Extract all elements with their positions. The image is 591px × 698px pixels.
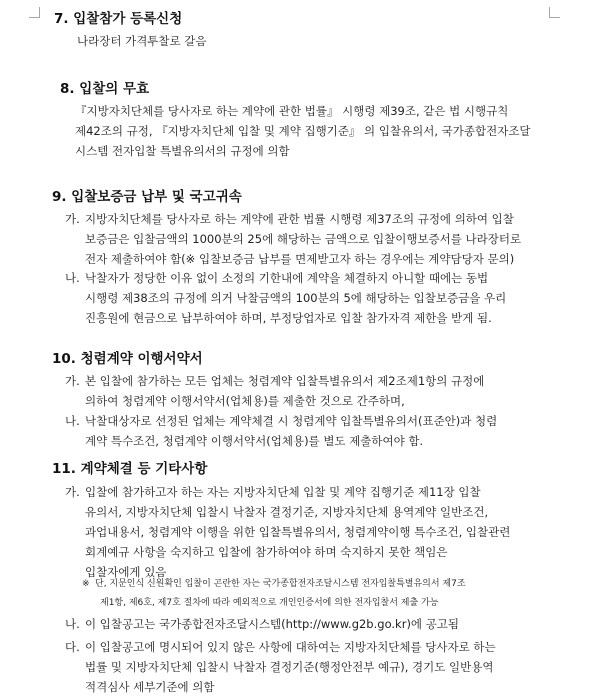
section-7-heading: 7. 입찰참가 등록신청 xyxy=(54,11,183,27)
section-8-heading: 8. 입찰의 무효 xyxy=(60,81,150,97)
section-9-item-na xyxy=(85,268,506,328)
section-10-item-ga-line: 의하여 청렴계약 이행서약서(업체용)를 제출한 것으로 간주하며, xyxy=(85,394,405,408)
section-9-item-na-line: 진흥원에 현금으로 납부하여야 하며, 부정당업자로 입찰 참가자격 제한을 받게 됨. xyxy=(85,311,492,325)
crop-mark-right xyxy=(549,7,560,18)
section-11-item-na xyxy=(85,614,459,634)
section-8-line: 제42조의 규정, 『지방자치단체 입찰 및 계약 집행기준』 의 입찰유의서, 국가종합전자조달 xyxy=(75,124,531,138)
section-9-item-ga-line: 전자 제출하여야 함(※ 입찰보증금 납부를 면제받고자 하는 경우에는 계약담당자 문의) xyxy=(85,252,515,266)
section-9-item-ga-line: 지방자치단체를 당사자로 하는 계약에 관한 법률 시행령 제37조의 규정에 의하여 입찰 xyxy=(85,212,514,226)
section-11-item-da xyxy=(85,637,496,697)
section-9-item-ga xyxy=(85,209,521,269)
section-7-body xyxy=(77,31,207,51)
section-11-item-da-line: 이 입찰공고에 명시되어 있지 않은 사항에 대하여는 지방자치단체를 당사자로 하는 xyxy=(85,640,496,654)
section-11-note-line: 제1항, 제6호, 제7호 절차에 따라 예외적으로 개인인증서에 의한 전자입찰서 제출 가능 xyxy=(100,598,439,608)
section-9-item-ga-line: 보증금은 입찰금액의 1000분의 25에 해당하는 금액으로 입찰이행보증서를 나라장터로 xyxy=(85,232,522,246)
section-9-heading: 9. 입찰보증금 납부 및 국고귀속 xyxy=(52,189,242,205)
section-11-item-ga-line: 회계예규 사항을 숙지하고 입찰에 참가하여야 하며 숙지하지 못한 책임은 xyxy=(85,545,448,559)
section-11-note-line: 단, 지문인식 신원확인 입찰이 곤란한 자는 국가종합전자조달시스템 전자입찰특별유의서 제7조 xyxy=(95,579,466,589)
section-8-line: 시스템 전자입찰 특별유의서의 규정에 의함 xyxy=(75,144,290,158)
section-10-item-na-line: 낙찰대상자로 선정된 업체는 계약체결 시 청렴계약 입찰특별유의서(표준안)과 청렴 xyxy=(85,414,498,428)
section-11-item-na-line: 이 입찰공고는 국가종합전자조달시스템(http://www.g2b.go.kr)에 공고됨 xyxy=(85,617,460,631)
section-10-item-ga-line: 본 입찰에 참가하는 모든 업체는 청렴계약 입찰특별유의서 제2조제1항의 규정에 xyxy=(85,374,485,388)
list-marker: 나. xyxy=(65,414,80,428)
section-11-item-ga-line: 입찰자에게 있음 xyxy=(85,565,167,579)
section-10-item-na xyxy=(85,411,497,451)
section-11-item-ga xyxy=(85,482,510,582)
section-9-item-na-line: 낙찰자가 정당한 이유 없이 소정의 기한내에 계약을 체결하지 아니할 때에는 동법 xyxy=(85,271,489,285)
list-marker: 가. xyxy=(65,374,80,388)
section-10-item-ga xyxy=(85,371,484,411)
section-11-item-da-line: 법률 및 지방자치단체 입찰시 낙찰자 결정기준(행정안전부 예규), 경기도 일반용역 xyxy=(85,660,494,674)
list-marker: 가. xyxy=(65,212,80,226)
section-11-note xyxy=(95,575,466,613)
list-marker: 다. xyxy=(65,640,80,654)
list-marker: 가. xyxy=(65,485,80,499)
section-7-line: 나라장터 가격투찰로 갈음 xyxy=(77,34,207,48)
section-10-heading: 10. 청렴계약 이행서약서 xyxy=(52,351,203,367)
section-11-item-da-line: 적격심사 세부기준에 의함 xyxy=(85,680,215,694)
section-8-body xyxy=(75,101,531,161)
note-marker: ※ xyxy=(82,579,90,589)
list-marker: 나. xyxy=(65,617,80,631)
section-9-item-na-line: 시행령 제38조의 규정에 의거 낙찰금액의 100분의 5에 해당하는 입찰보증금을 우리 xyxy=(85,291,507,305)
crop-mark-left xyxy=(29,7,40,18)
list-marker: 나. xyxy=(65,271,80,285)
section-11-item-ga-line: 입찰에 참가하고자 하는 자는 지방자치단체 입찰 및 계약 집행기준 제11장 입찰 xyxy=(85,485,481,499)
section-11-item-ga-line: 유의서, 지방자치단체 입찰시 낙찰자 결정기준, 지방자치단체 용역계약 일반조건, xyxy=(85,505,489,519)
section-8-line: 『지방자치단체를 당사자로 하는 계약에 관한 법률』 시행령 제39조, 같은 법 시행규칙 xyxy=(75,104,509,118)
section-10-item-na-line: 계약 특수조건, 청렴계약 이행서약서(업체용)를 별도 제출하여야 함. xyxy=(85,434,424,448)
section-11-item-ga-line: 과업내용서, 청렴계약 이행을 위한 입찰특별유의서, 청렴계약이행 특수조건, 입찰관련 xyxy=(85,525,511,539)
section-11-heading: 11. 계약체결 등 기타사항 xyxy=(52,461,208,477)
